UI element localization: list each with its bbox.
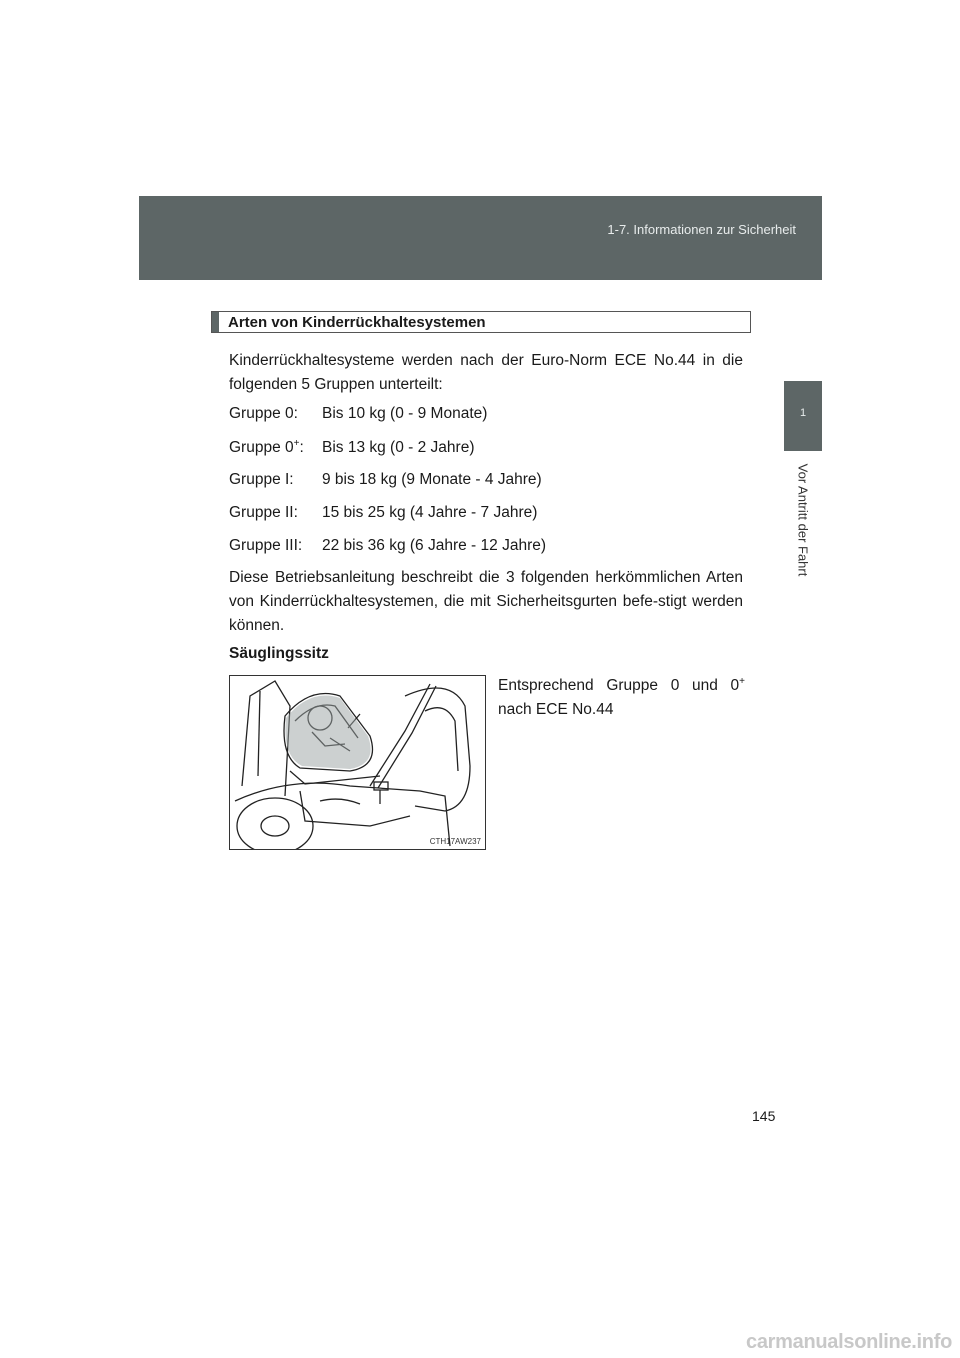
group-desc: 9 bis 18 kg (9 Monate - 4 Jahre) <box>322 471 542 488</box>
infant-seat-text-line2: nach ECE No.44 <box>498 701 614 719</box>
group-label-sup: + <box>293 438 300 449</box>
watermark-logo: carmanualsonline.info <box>746 1331 952 1353</box>
chapter-tab <box>784 381 822 451</box>
group-label: Gruppe II: <box>229 504 298 521</box>
infant-seat-heading: Säuglingssitz <box>229 645 329 662</box>
section-title: 1-7. Informationen zur Sicherheit <box>607 222 796 237</box>
group-desc: 22 bis 36 kg (6 Jahre - 12 Jahre) <box>322 537 547 554</box>
group-label: Gruppe III: <box>229 537 303 554</box>
group-label-suffix: : <box>299 439 304 457</box>
group-label <box>229 438 322 457</box>
infant-seat-text-main: Entsprechend Gruppe 0 und 0 <box>498 677 740 695</box>
infant-seat-text <box>498 670 745 722</box>
group-row <box>229 537 546 555</box>
group-desc: Bis 13 kg (0 - 2 Jahre) <box>322 439 475 457</box>
group-label-base: Gruppe 0 <box>229 439 294 457</box>
infant-seat-text-sup: + <box>739 676 745 687</box>
group-row <box>229 438 474 457</box>
heading-text: Arten von Kinderrückhaltesystemen <box>228 314 486 331</box>
infant-seat-drawing <box>230 676 486 850</box>
intro-paragraph: Kinderrückhaltesysteme werden nach der Euro-Norm ECE No.44 in die folgenden 5 Gruppen unterteilt: <box>229 352 743 393</box>
header-band <box>139 196 822 280</box>
heading-bar <box>212 312 219 332</box>
infant-seat-illustration <box>229 675 486 850</box>
section-heading <box>211 311 751 333</box>
group-label: Gruppe I: <box>229 471 294 488</box>
chapter-label: Vor Antritt der Fahrt <box>795 463 811 577</box>
group-row <box>229 405 487 423</box>
group-desc: Bis 10 kg (0 - 9 Monate) <box>322 405 488 422</box>
group-desc: 15 bis 25 kg (4 Jahre - 7 Jahre) <box>322 504 538 521</box>
description-paragraph: Diese Betriebsanleitung beschreibt die 3 folgenden herkömmlichen Arten von Kinderrückhaltesystemen, die mit Sicherheitsgurten befe-stigt werden können. <box>229 569 743 634</box>
image-code: CTH17AW237 <box>429 837 481 846</box>
page-number: 145 <box>752 1108 776 1124</box>
group-row <box>229 504 537 522</box>
group-label: Gruppe 0: <box>229 405 298 422</box>
infant-seat-text-line1 <box>498 670 745 698</box>
chapter-number: 1 <box>799 407 807 419</box>
group-row <box>229 471 542 489</box>
